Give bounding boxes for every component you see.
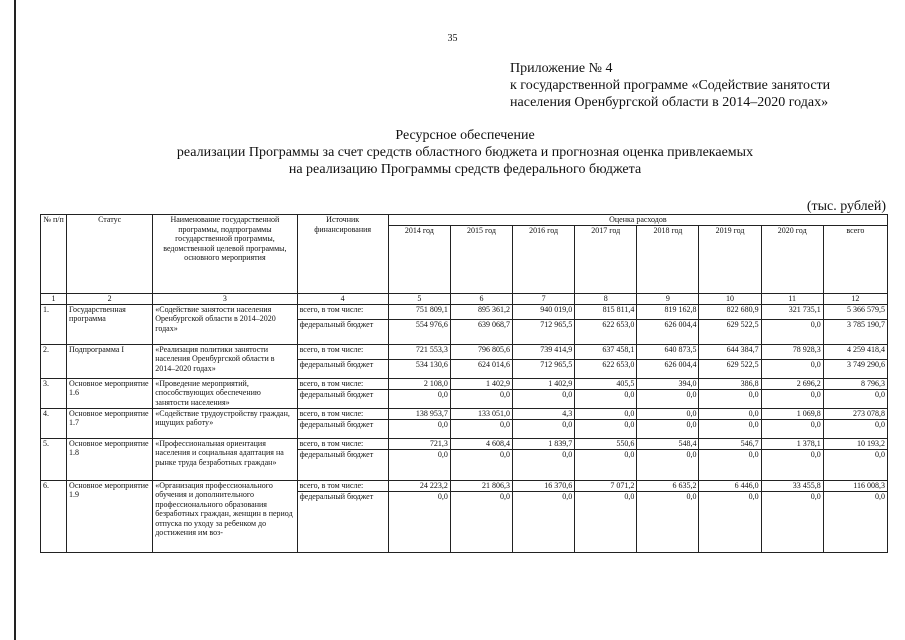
row-status: Подпрограмма I [67,344,153,378]
value-total: 644 384,7 [699,344,761,359]
value-federal: 0,0 [761,389,823,408]
column-number: 4 [297,294,388,305]
value-total: 739 414,9 [513,344,575,359]
value-federal: 3 749 290,6 [823,359,887,378]
header-year: 2018 год [637,225,699,294]
column-number: 1 [41,294,67,305]
value-federal: 0,0 [450,389,512,408]
value-federal: 0,0 [699,449,761,480]
value-total: 8 796,3 [823,378,887,389]
row-number: 4. [41,408,67,438]
page-number: 35 [447,33,458,44]
value-total: 33 455,8 [761,480,823,491]
value-federal: 626 004,4 [637,319,699,344]
value-total: 751 809,1 [388,304,450,319]
value-total: 394,0 [637,378,699,389]
value-total: 548,4 [637,438,699,449]
table-row [41,344,888,359]
source-federal: федеральный бюджет [297,359,388,378]
document-heading [40,127,890,178]
value-federal: 712 965,5 [513,359,575,378]
row-status: Основное мероприятие 1.7 [67,408,153,438]
value-federal: 0,0 [513,449,575,480]
value-total: 721,3 [388,438,450,449]
value-total: 4,3 [513,408,575,419]
row-status: Основное мероприятие 1.6 [67,378,153,408]
value-federal: 0,0 [637,491,699,552]
column-number: 2 [67,294,153,305]
value-total: 273 078,8 [823,408,887,419]
value-total: 940 019,0 [513,304,575,319]
header-estimate: Оценка расходов [388,215,887,226]
value-total: 6 635,2 [637,480,699,491]
value-total: 133 051,0 [450,408,512,419]
value-federal: 0,0 [823,419,887,438]
value-federal: 622 653,0 [575,319,637,344]
value-total: 721 553,3 [388,344,450,359]
value-total: 405,5 [575,378,637,389]
value-total: 815 811,4 [575,304,637,319]
row-status: Государственная программа [67,304,153,344]
row-number: 2. [41,344,67,378]
header-year: 2019 год [699,225,761,294]
header-year: 2014 год [388,225,450,294]
header-num: № п/п [41,215,67,294]
appendix-caption [510,60,830,111]
value-federal: 0,0 [823,449,887,480]
value-federal: 0,0 [513,389,575,408]
value-federal: 0,0 [450,449,512,480]
value-federal: 624 014,6 [450,359,512,378]
header-name: Наименование государственной программы, подпрограммы государственной программы, ведомственной целевой программы, основного мероприятия [153,215,297,294]
value-federal: 0,0 [575,389,637,408]
appendix-line-2: к государственной программе «Содействие занятости [510,78,831,93]
value-federal: 0,0 [761,449,823,480]
header-year: 2015 год [450,225,512,294]
header-status: Статус [67,215,153,294]
value-federal: 626 004,4 [637,359,699,378]
source-total: всего, в том числе: [297,304,388,319]
row-status: Основное мероприятие 1.9 [67,480,153,552]
page-edge-line [14,0,16,640]
source-total: всего, в том числе: [297,438,388,449]
value-federal: 0,0 [450,419,512,438]
value-total: 5 366 579,5 [823,304,887,319]
source-federal: федеральный бюджет [297,491,388,552]
value-total: 1 378,1 [761,438,823,449]
value-total: 4 608,4 [450,438,512,449]
appendix-line-1: Приложение № 4 [510,61,613,76]
value-federal: 0,0 [575,491,637,552]
table-row [41,378,888,389]
units-label: (тыс. рублей) [806,199,886,214]
row-name: «Профессиональная ориентация населения и социальная адаптация на рынке труда безработных граждан» [153,438,297,480]
value-total: 550,6 [575,438,637,449]
row-name: «Проведение мероприятий, способствующих обеспечению занятости населения» [153,378,297,408]
value-total: 2 696,2 [761,378,823,389]
value-total: 1 402,9 [450,378,512,389]
value-total: 822 680,9 [699,304,761,319]
value-federal: 0,0 [699,419,761,438]
value-total: 895 361,2 [450,304,512,319]
row-name: «Содействие занятости населения Оренбургской области в 2014–2020 годах» [153,304,297,344]
value-federal: 0,0 [388,419,450,438]
value-total: 10 193,2 [823,438,887,449]
value-federal: 0,0 [575,449,637,480]
value-federal: 0,0 [637,419,699,438]
column-number: 8 [575,294,637,305]
row-name: «Содействие трудоустройству граждан, ищущих работу» [153,408,297,438]
value-federal: 0,0 [637,389,699,408]
value-total: 138 953,7 [388,408,450,419]
value-total: 4 259 418,4 [823,344,887,359]
header-year: 2016 год [513,225,575,294]
value-total: 386,8 [699,378,761,389]
value-total: 1 839,7 [513,438,575,449]
header-year: 2017 год [575,225,637,294]
source-federal: федеральный бюджет [297,319,388,344]
row-name: «Организация профессионального обучения и дополнительного профессионального образования безработных граждан, женщин в период отпуска по уходу за ребенком до достижения им воз- [153,480,297,552]
source-total: всего, в том числе: [297,408,388,419]
value-total: 78 928,3 [761,344,823,359]
header-source: Источник финансирования [297,215,388,294]
source-total: всего, в том числе: [297,344,388,359]
row-number: 3. [41,378,67,408]
value-federal: 629 522,5 [699,319,761,344]
source-federal: федеральный бюджет [297,419,388,438]
row-number: 5. [41,438,67,480]
value-total: 7 071,2 [575,480,637,491]
value-total: 2 108,0 [388,378,450,389]
header-total: всего [823,225,887,294]
value-federal: 0,0 [388,389,450,408]
value-total: 1 402,9 [513,378,575,389]
column-number: 12 [823,294,887,305]
column-numbers-row [41,294,888,305]
row-number: 6. [41,480,67,552]
value-federal: 0,0 [388,491,450,552]
value-total: 796 805,6 [450,344,512,359]
value-federal: 0,0 [699,389,761,408]
appendix-line-3: населения Оренбургской области в 2014–2020 годах» [510,95,829,110]
source-total: всего, в том числе: [297,480,388,491]
table-row [41,438,888,449]
column-number: 5 [388,294,450,305]
row-number: 1. [41,304,67,344]
value-federal: 0,0 [450,491,512,552]
value-total: 321 735,1 [761,304,823,319]
value-federal: 0,0 [388,449,450,480]
source-federal: федеральный бюджет [297,389,388,408]
column-number: 6 [450,294,512,305]
value-total: 819 162,8 [637,304,699,319]
heading-line-2: реализации Программы за счет средств областного бюджета и прогнозная оценка привлекаемых [176,145,754,160]
value-total: 546,7 [699,438,761,449]
value-federal: 0,0 [761,359,823,378]
value-total: 24 223,2 [388,480,450,491]
value-federal: 0,0 [761,319,823,344]
heading-line-1: Ресурсное обеспечение [395,128,535,143]
value-federal: 629 522,5 [699,359,761,378]
column-number: 9 [637,294,699,305]
value-total: 0,0 [575,408,637,419]
value-total: 6 446,0 [699,480,761,491]
value-federal: 0,0 [823,491,887,552]
table-row [41,304,888,319]
value-federal: 0,0 [637,449,699,480]
value-federal: 534 130,6 [388,359,450,378]
source-total: всего, в том числе: [297,378,388,389]
row-status: Основное мероприятие 1.8 [67,438,153,480]
value-federal: 0,0 [513,419,575,438]
value-federal: 554 976,6 [388,319,450,344]
column-number: 3 [153,294,297,305]
heading-line-3: на реализацию Программы средств федерального бюджета [288,162,642,177]
column-number: 7 [513,294,575,305]
resource-table [40,214,888,553]
value-federal: 0,0 [761,419,823,438]
value-total: 637 458,1 [575,344,637,359]
row-name: «Реализация политики занятости населения Оренбургской области в 2014–2020 годах» [153,344,297,378]
value-federal: 0,0 [761,491,823,552]
value-total: 640 873,5 [637,344,699,359]
header-year: 2020 год [761,225,823,294]
value-federal: 712 965,5 [513,319,575,344]
value-federal: 0,0 [823,389,887,408]
table-row [41,480,888,491]
value-federal: 639 068,7 [450,319,512,344]
table-header-row [41,215,888,226]
value-federal: 622 653,0 [575,359,637,378]
value-total: 1 069,8 [761,408,823,419]
value-federal: 0,0 [699,491,761,552]
column-number: 10 [699,294,761,305]
value-total: 116 008,3 [823,480,887,491]
value-total: 0,0 [637,408,699,419]
value-total: 16 370,6 [513,480,575,491]
value-federal: 0,0 [575,419,637,438]
column-number: 11 [761,294,823,305]
table-row [41,408,888,419]
source-federal: федеральный бюджет [297,449,388,480]
value-federal: 3 785 190,7 [823,319,887,344]
value-total: 21 806,3 [450,480,512,491]
value-federal: 0,0 [513,491,575,552]
value-total: 0,0 [699,408,761,419]
